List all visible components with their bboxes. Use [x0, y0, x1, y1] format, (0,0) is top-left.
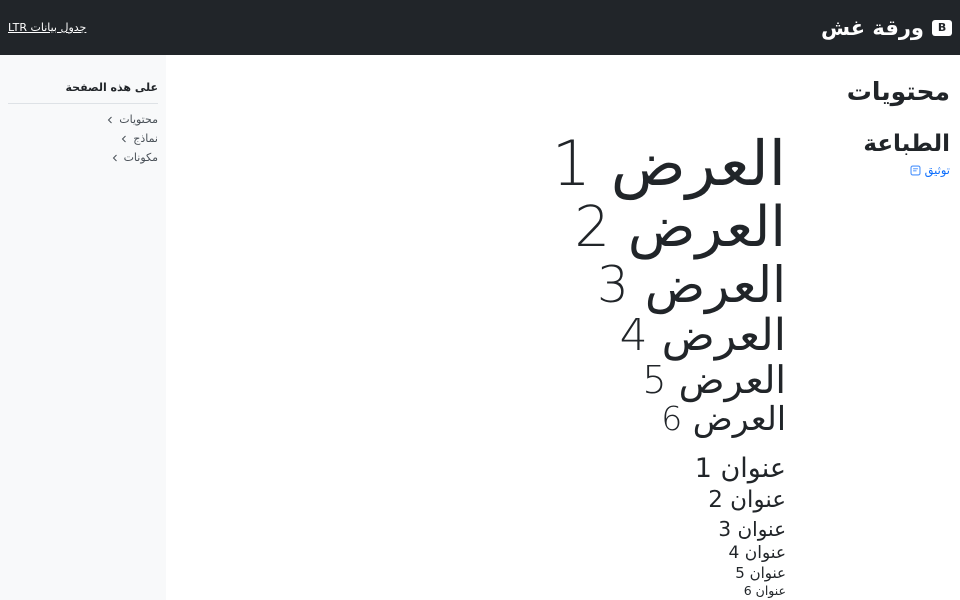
- ltr-cheatsheet-link[interactable]: جدول بيانات LTR: [8, 21, 87, 34]
- section-title: الطباعة: [863, 131, 950, 157]
- heading-4-example: عنوان 4: [728, 542, 786, 563]
- sidebar-item-contents[interactable]: [8, 110, 158, 129]
- top-navbar: [0, 0, 960, 55]
- journal-icon: [910, 165, 921, 176]
- sidebar-item-components[interactable]: [8, 148, 158, 167]
- typography-examples: [176, 127, 786, 599]
- display-2-example: العرض 2: [574, 194, 786, 260]
- display-5-example: العرض 5: [642, 357, 786, 402]
- navbar-brand[interactable]: [821, 16, 952, 40]
- display-6-example: العرض 6: [661, 398, 786, 438]
- sidebar-item-label: مكونات: [123, 151, 158, 164]
- display-4-example: العرض 4: [619, 310, 786, 362]
- display-1-example: العرض 1: [551, 127, 786, 200]
- on-this-page-sidebar: [0, 55, 166, 600]
- documentation-link[interactable]: [810, 163, 950, 177]
- documentation-link-label: توثيق: [924, 163, 950, 178]
- sidebar-title: على هذه الصفحة: [8, 81, 158, 104]
- sidebar-nav: [8, 110, 158, 167]
- chevron-left-icon: [120, 135, 128, 143]
- sidebar-item-forms[interactable]: [8, 129, 158, 148]
- heading-6-example: عنوان 6: [743, 583, 786, 599]
- section-heading-rail: [810, 131, 950, 599]
- sidebar-item-label: نماذج: [133, 132, 158, 145]
- headings-examples: [176, 451, 786, 600]
- sidebar-item-label: محتويات: [119, 113, 158, 126]
- typography-article: [176, 127, 950, 599]
- heading-3-example: عنوان 3: [718, 516, 786, 541]
- chevron-left-icon: [106, 116, 114, 124]
- heading-2-example: عنوان 2: [708, 486, 786, 513]
- chevron-left-icon: [111, 154, 119, 162]
- navbar-brand-label: ورقة غش: [821, 15, 924, 40]
- main-content: [166, 55, 960, 599]
- page-title: محتويات: [846, 77, 950, 106]
- heading-5-example: عنوان 5: [735, 563, 786, 582]
- heading-1-example: عنوان 1: [694, 452, 786, 484]
- bootstrap-logo-icon: B: [932, 20, 952, 36]
- display-3-example: العرض 3: [597, 256, 786, 315]
